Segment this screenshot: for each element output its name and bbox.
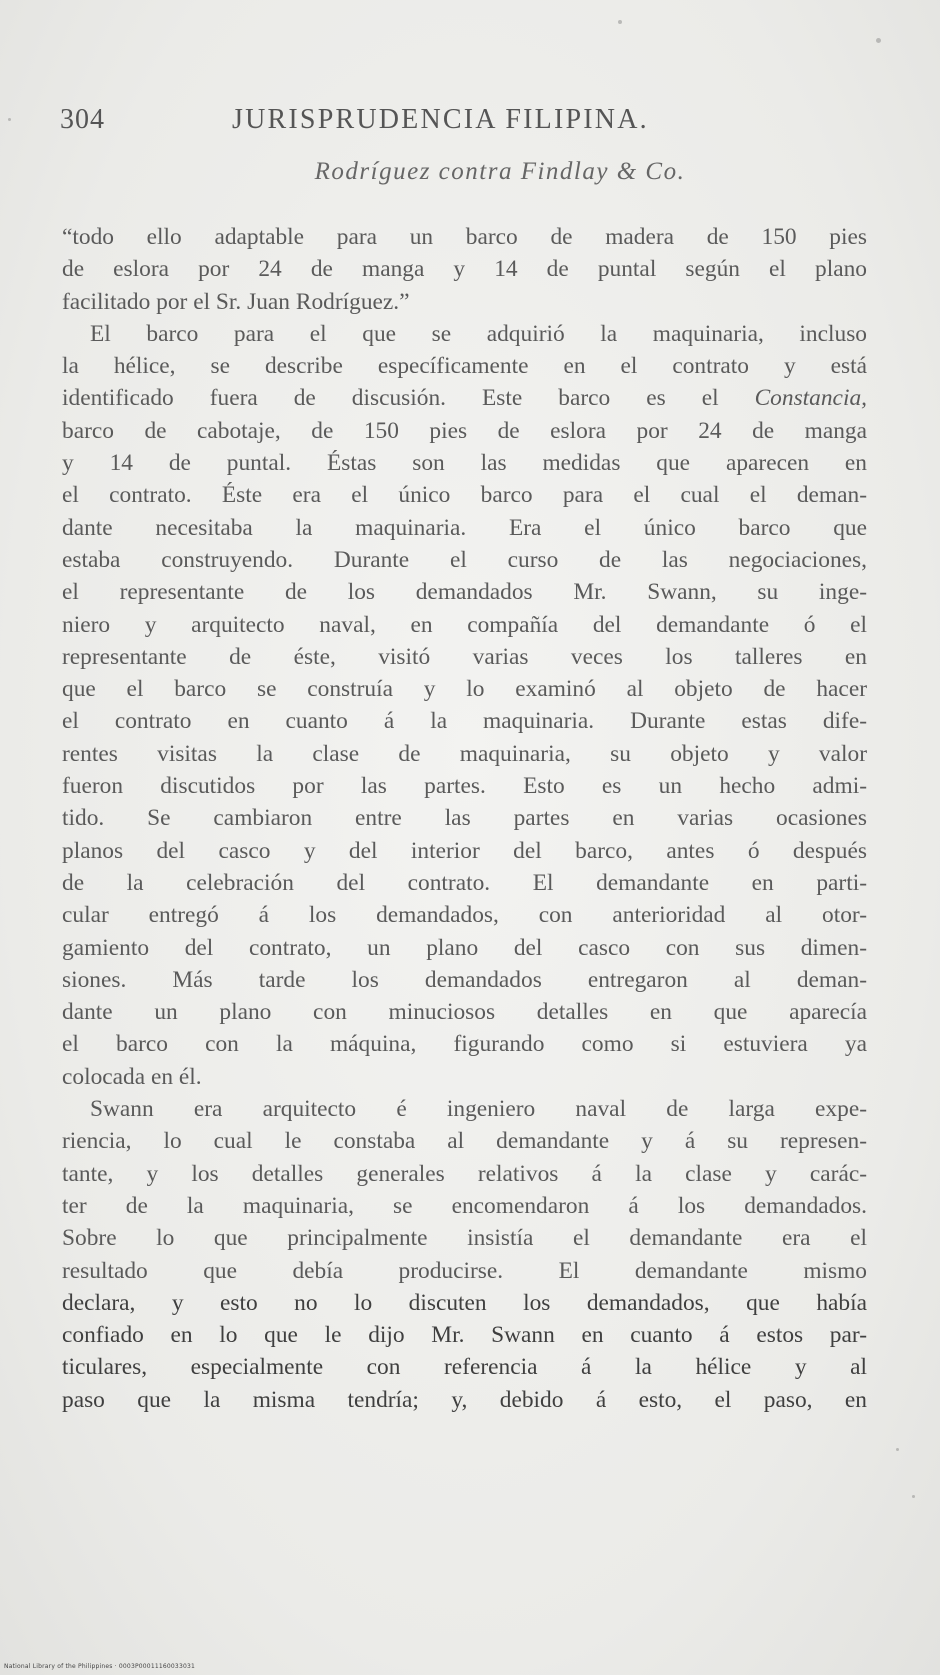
text-line: representante de éste, visitó varias veces los talleres en <box>62 643 867 670</box>
scan-speck <box>876 38 881 43</box>
text-line: el barco con la máquina, figurando como si estuviera ya <box>62 1031 867 1058</box>
text-line: facilitado por el Sr. Juan Rodríguez.” <box>62 288 410 315</box>
paragraph-quote <box>62 221 867 318</box>
text-line: tido. Se cambiaron entre las partes en varias ocasiones <box>62 805 867 832</box>
text-line: rentes visitas la clase de maquinaria, su objeto y valor <box>62 740 867 767</box>
text-line: el representante de los demandados Mr. Swann, su inge- <box>62 579 867 606</box>
text-line: ticulares, especialmente con referencia á la hélice y al <box>62 1354 867 1381</box>
text-line: dante necesitaba la maquinaria. Era el único barco que <box>62 514 867 541</box>
text-line: cular entregó á los demandados, con anterioridad al otor- <box>62 902 867 929</box>
text-line: El barco para el que se adquirió la maquinaria, incluso <box>90 320 867 347</box>
text-line: barco de cabotaje, de 150 pies de eslora por 24 de manga <box>62 417 867 444</box>
text-line: ter de la maquinaria, se encomendaron á los demandados. <box>62 1192 867 1219</box>
text-line: Sobre lo que principalmente insistía el demandante era el <box>62 1225 867 1252</box>
text-line: gamiento del contrato, un plano del casco con sus dimen- <box>62 934 867 961</box>
text-line: tante, y los detalles generales relativos á la clase y carác- <box>62 1160 867 1187</box>
text-line: riencia, lo cual le constaba al demandante y á su represen- <box>62 1128 867 1155</box>
ship-name: Constancia, <box>754 385 867 412</box>
paragraph-ship-description <box>62 318 867 1093</box>
text-line: colocada en él. <box>62 1063 202 1090</box>
text-line: niero y arquitecto naval, en compañía del demandante ó el <box>62 611 867 638</box>
text-line: Swann era arquitecto é ingeniero naval de larga expe- <box>90 1096 867 1123</box>
scan-speck <box>896 1448 899 1451</box>
text-line: de eslora por 24 de manga y 14 de puntal según el plano <box>62 256 867 283</box>
paragraph-swann <box>62 1093 867 1416</box>
case-title: Rodríguez contra Findlay & Co. <box>314 158 686 185</box>
text-line: siones. Más tarde los demandados entregaron al deman- <box>62 966 867 993</box>
text-line-with-ship-name <box>62 382 867 414</box>
text-line: de la celebración del contrato. El demandante en parti- <box>62 869 867 896</box>
text-line: fueron discutidos por las partes. Esto es un hecho admi- <box>62 773 867 800</box>
text-line: paso que la misma tendría; y, debido á esto, el paso, en <box>62 1386 867 1413</box>
scan-speck <box>8 118 11 121</box>
body-text <box>62 221 867 1416</box>
scan-speck <box>912 1495 915 1498</box>
scan-speck <box>618 20 622 24</box>
scan-attribution: National Library of the Philippines · 0003P00011160033031 <box>4 1663 196 1670</box>
text-line: “todo ello adaptable para un barco de madera de 150 pies <box>62 224 867 250</box>
running-title: JURISPRUDENCIA FILIPINA. <box>232 104 649 135</box>
text-line: resultado que debía producirse. El demandante mismo <box>62 1257 867 1284</box>
text-fragment: identificado fuera de discusión. Este barco es el <box>62 385 755 412</box>
text-line: el contrato. Éste era el único barco para el cual el deman- <box>62 482 867 509</box>
text-line: y 14 de puntal. Éstas son las medidas que aparecen en <box>62 450 867 477</box>
text-line: dante un plano con minuciosos detalles en que aparecía <box>62 999 867 1026</box>
text-line: que el barco se construía y lo examinó al objeto de hacer <box>62 676 867 703</box>
page-header <box>60 104 880 144</box>
text-line: la hélice, se describe específicamente en el contrato y está <box>62 353 867 380</box>
text-line: planos del casco y del interior del barco, antes ó después <box>62 837 867 864</box>
text-line: confiado en lo que le dijo Mr. Swann en cuanto á estos par- <box>62 1322 867 1349</box>
text-line: declara, y esto no lo discuten los demandados, que había <box>62 1289 867 1316</box>
text-line: el contrato en cuanto á la maquinaria. Durante estas dife- <box>62 708 867 735</box>
page-number: 304 <box>60 104 105 135</box>
text-line: estaba construyendo. Durante el curso de las negociaciones, <box>62 546 867 573</box>
